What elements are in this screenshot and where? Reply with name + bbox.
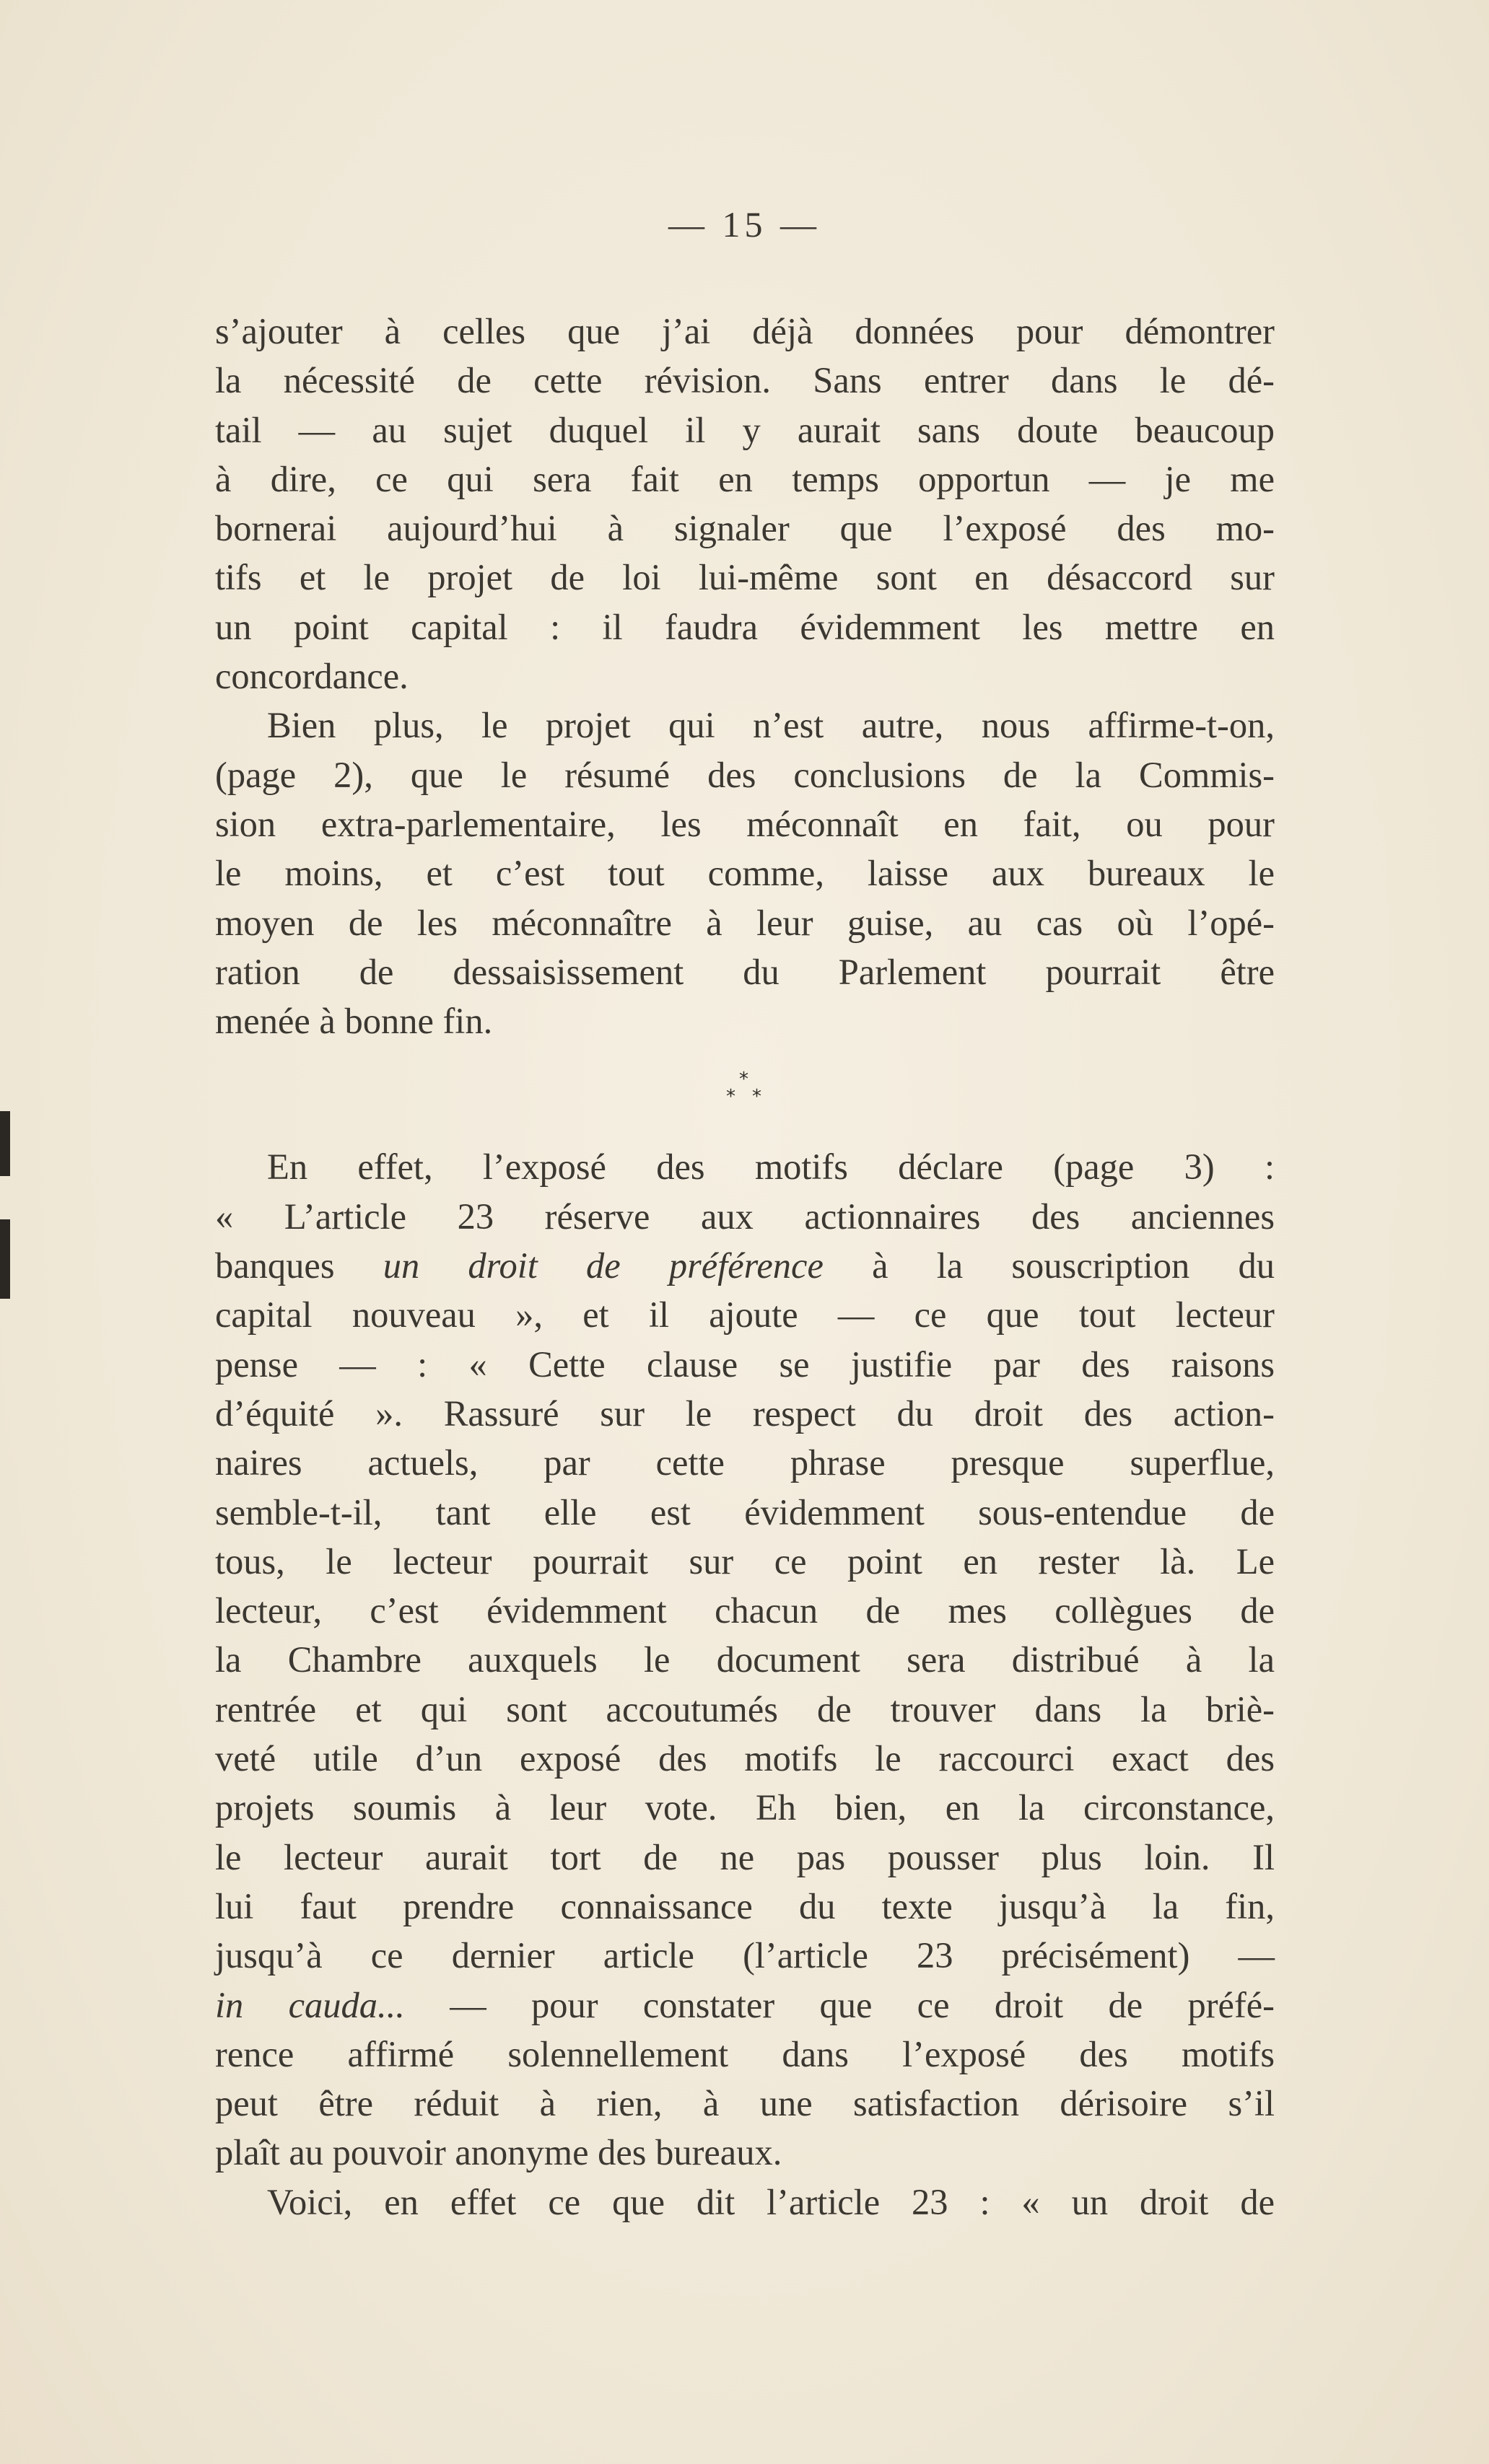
asterism-star: * [739, 1069, 748, 1091]
text-line: moyen de les méconnaître à leur guise, au cas où l’opé- [215, 902, 1275, 943]
asterism-star: * [752, 1086, 761, 1108]
text-line: un point capital : il faudra évidemment les mettre en [215, 606, 1275, 647]
text-line [215, 1241, 1275, 1290]
paragraph-4 [215, 2178, 1275, 2227]
text-line: à dire, ce qui sera fait en temps opportun — je me [215, 458, 1275, 499]
asterism-separator [723, 1070, 767, 1113]
text-line: menée à bonne fin. [215, 1001, 493, 1042]
text-line: tail — au sujet duquel il y aurait sans doute beaucoup [215, 409, 1275, 450]
text-line: lecteur, c’est évidemment chacun de mes collègues de [215, 1590, 1275, 1631]
text-line: s’ajouter à celles que j’ai déjà données pour démontrer [215, 311, 1275, 351]
text-line: ration de dessaisissement du Parlement pourrait être [215, 951, 1275, 992]
text-line: jusqu’à ce dernier article (l’article 23 précisément) — [215, 1935, 1275, 1976]
text-run: — pour constater que ce droit de préfé- [404, 1984, 1275, 2025]
text-run: à la souscription du [823, 1245, 1275, 1286]
paragraph-2 [215, 701, 1275, 1045]
text-line: lui faut prendre connaissance du texte jusqu’à la fin, [215, 1885, 1275, 1926]
text-line: naires actuels, par cette phrase presque superflue, [215, 1442, 1275, 1483]
paragraph-1 [215, 307, 1275, 701]
text-line: bornerai aujourd’hui à signaler que l’exposé des mo- [215, 508, 1275, 549]
text-line: tifs et le projet de loi lui-même sont en désaccord sur [215, 557, 1275, 598]
body-text [215, 307, 1275, 2227]
binding-mark [0, 1219, 10, 1299]
italic-phrase: un droit de préférence [383, 1245, 824, 1286]
text-line: le lecteur aurait tort de ne pas pousser plus loin. Il [215, 1836, 1275, 1877]
text-line: pense — : « Cette clause se justifie par des raisons [215, 1343, 1275, 1385]
text-line: peut être réduit à rien, à une satisfaction dérisoire s’il [215, 2083, 1275, 2124]
text-run: banques [215, 1245, 383, 1286]
text-line: le moins, et c’est tout comme, laisse aux bureaux le [215, 853, 1275, 894]
text-line: projets soumis à leur vote. Eh bien, en la circonstance, [215, 1787, 1275, 1828]
text-line: tous, le lecteur pourrait sur ce point en rester là. Le [215, 1540, 1275, 1582]
text-line: veté utile d’un exposé des motifs le raccourci exact des [215, 1738, 1275, 1779]
text-line: plaît au pouvoir anonyme des bureaux. [215, 2132, 782, 2173]
binding-mark [0, 1111, 10, 1176]
text-line: concordance. [215, 656, 409, 697]
asterism-star: * [726, 1086, 735, 1108]
page-number: — 15 — [668, 204, 821, 245]
text-line: la nécessité de cette révision. Sans entrer dans le dé- [215, 360, 1275, 401]
italic-phrase: in cauda... [215, 1984, 405, 2025]
text-line: la Chambre auxquels le document sera distribué à la [215, 1639, 1275, 1680]
text-line [215, 1981, 1275, 2030]
paragraph-3 [215, 1142, 1275, 2177]
text-line: (page 2), que le résumé des conclusions de la Commis- [215, 754, 1275, 795]
text-line: rentrée et qui sont accoutumés de trouver dans la briè- [215, 1688, 1275, 1729]
text-line: d’équité ». Rassuré sur le respect du droit des action- [215, 1393, 1275, 1434]
text-line: En effet, l’exposé des motifs déclare (page 3) : [267, 1146, 1275, 1188]
text-line: « L’article 23 réserve aux actionnaires des anciennes [215, 1196, 1275, 1237]
text-line: Bien plus, le projet qui n’est autre, nous affirme-t-on, [267, 705, 1275, 746]
text-line: Voici, en effet ce que dit l’article 23 : « un droit de [267, 2181, 1275, 2222]
text-line: semble-t-il, tant elle est évidemment sous-entendue de [215, 1491, 1275, 1533]
text-line: sion extra-parlementaire, les méconnaît en fait, ou pour [215, 803, 1275, 844]
text-line: capital nouveau », et il ajoute — ce que tout lecteur [215, 1294, 1275, 1336]
text-line: rence affirmé solennellement dans l’exposé des motifs [215, 2033, 1275, 2074]
